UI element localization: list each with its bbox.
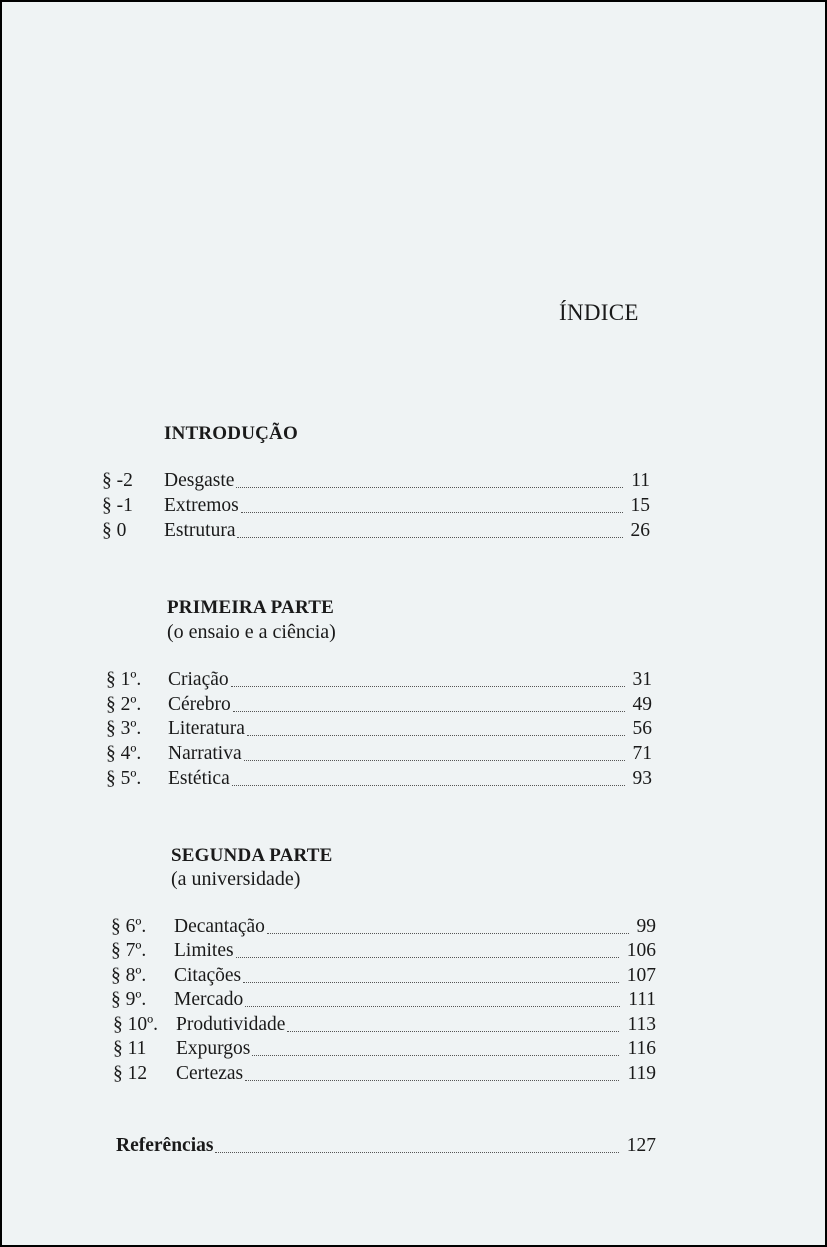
section-number: § 7º. (111, 940, 147, 961)
page-number: 99 (636, 916, 656, 937)
section-title: Criação (168, 669, 229, 690)
toc-entry[interactable] (113, 1063, 656, 1087)
dot-leader (215, 1152, 618, 1153)
dot-leader (232, 785, 625, 786)
section-number: § 6º. (111, 916, 147, 937)
dot-leader (245, 1006, 620, 1007)
document-page (2, 2, 825, 1245)
section-number: § 1º. (106, 669, 142, 690)
page-number: 11 (631, 470, 650, 491)
section-title: Narrativa (168, 743, 242, 764)
section-title: Estrutura (164, 520, 236, 541)
dot-leader (243, 982, 619, 983)
toc-entry[interactable] (113, 1014, 656, 1038)
toc-entry[interactable] (111, 916, 656, 940)
dot-leader (287, 1031, 619, 1032)
dot-leader (237, 537, 622, 538)
toc-entry[interactable] (106, 694, 652, 718)
section-number: § 11 (113, 1038, 147, 1059)
toc-entry[interactable] (113, 1038, 656, 1062)
page-number: 119 (627, 1063, 656, 1084)
page-number: 116 (627, 1038, 656, 1059)
part-two-subtitle: (a universidade) (171, 868, 301, 890)
page-number: 31 (632, 669, 652, 690)
dot-leader (236, 957, 619, 958)
part-one-subtitle: (o ensaio e a ciência) (167, 621, 336, 643)
dot-leader (245, 1080, 619, 1081)
section-number: § 4º. (106, 743, 142, 764)
part-one-heading: PRIMEIRA PARTE (167, 597, 334, 618)
section-title: Extremos (164, 495, 239, 516)
page-number: 71 (632, 743, 652, 764)
page-number: 49 (632, 694, 652, 715)
dot-leader (247, 735, 625, 736)
page-number: 26 (630, 520, 650, 541)
part-two-heading: SEGUNDA PARTE (171, 845, 333, 866)
section-number: § 8º. (111, 965, 147, 986)
section-number: § 5º. (106, 768, 142, 789)
section-title: Citações (174, 965, 242, 986)
page-number: 56 (632, 718, 652, 739)
page-number: 93 (632, 768, 652, 789)
section-title: Cérebro (168, 694, 231, 715)
dot-leader (236, 487, 623, 488)
page-title: ÍNDICE (559, 300, 639, 325)
section-number: § 0 (102, 520, 127, 541)
page-number: 113 (627, 1014, 656, 1035)
toc-entry[interactable] (111, 965, 656, 989)
introduction-heading: INTRODUÇÃO (164, 423, 298, 444)
section-number: § -2 (102, 470, 133, 491)
section-number: § 2º. (106, 694, 142, 715)
dot-leader (252, 1055, 619, 1056)
section-title: Certezas (176, 1063, 244, 1084)
dot-leader (233, 711, 625, 712)
dot-leader (267, 933, 629, 934)
dot-leader (241, 512, 623, 513)
section-title: Referências (116, 1135, 214, 1156)
page-number: 15 (630, 495, 650, 516)
toc-entry[interactable] (111, 940, 656, 964)
toc-entry[interactable] (111, 989, 656, 1013)
page-number: 106 (626, 940, 656, 961)
section-number: § -1 (102, 495, 133, 516)
section-number: § 12 (113, 1063, 148, 1084)
page-number: 111 (628, 989, 656, 1010)
toc-entry[interactable] (106, 743, 652, 767)
toc-entry[interactable] (102, 520, 650, 544)
section-title: Mercado (174, 989, 244, 1010)
page-number: 127 (626, 1135, 656, 1156)
section-title: Literatura (168, 718, 245, 739)
toc-entry-references[interactable] (116, 1135, 656, 1159)
toc-entry[interactable] (106, 718, 652, 742)
toc-entry[interactable] (102, 470, 650, 494)
toc-entry[interactable] (106, 669, 652, 693)
section-title: Decantação (174, 916, 265, 937)
section-number: § 9º. (111, 989, 147, 1010)
dot-leader (231, 686, 625, 687)
dot-leader (244, 760, 625, 761)
section-title: Limites (174, 940, 234, 961)
section-title: Expurgos (176, 1038, 251, 1059)
section-title: Desgaste (164, 470, 235, 491)
toc-entry[interactable] (102, 495, 650, 519)
section-number: § 10º. (113, 1014, 159, 1035)
page-number: 107 (626, 965, 656, 986)
section-title: Estética (168, 768, 230, 789)
toc-entry[interactable] (106, 768, 652, 792)
section-title: Produtividade (176, 1014, 286, 1035)
section-number: § 3º. (106, 718, 142, 739)
